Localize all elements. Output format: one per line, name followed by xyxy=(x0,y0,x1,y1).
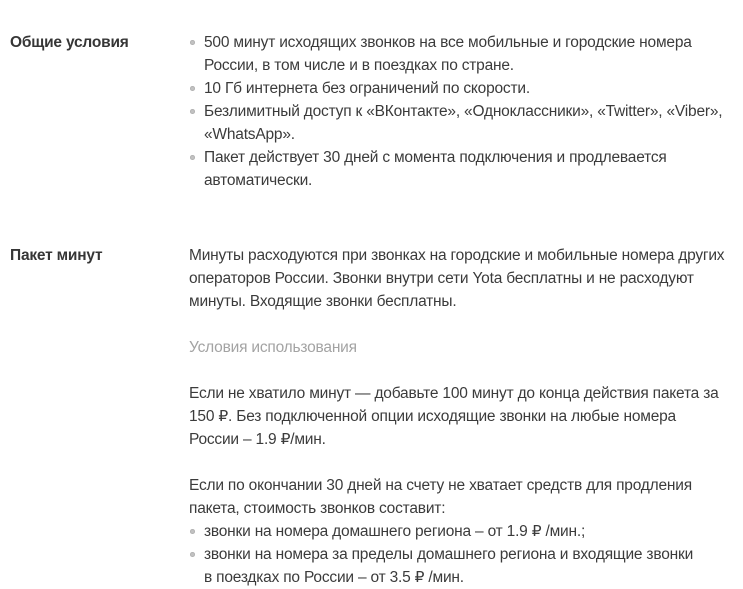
add-minutes-paragraph: Если не хватило минут — добавьте 100 минут до конца действия пакета за 150 ₽. Без подключенной опции исходящие звонки на любые номера России – 1.9 ₽/мин. xyxy=(189,385,719,448)
list-item xyxy=(189,100,731,146)
list-item-text: 500 минут исходящих звонков на все мобильные и городские номера России, в том числе и в поездках по стране. xyxy=(204,34,692,74)
bullet-dot-icon xyxy=(190,40,195,45)
section-minutes-package xyxy=(10,244,735,589)
list-item xyxy=(189,543,731,589)
section-general-conditions xyxy=(10,31,735,192)
bullet-dot-icon xyxy=(190,109,195,114)
list-item-text: звонки на номера за пределы домашнего региона и входящие звонки в поездках по России – от 3.5 ₽ /мин. xyxy=(204,546,694,586)
renewal-prices-list xyxy=(189,520,731,589)
minutes-package-content xyxy=(189,244,731,589)
general-conditions-list xyxy=(189,31,731,192)
list-item xyxy=(189,146,731,192)
section-title-minutes-package: Пакет минут xyxy=(10,247,103,264)
renewal-intro-paragraph: Если по окончании 30 дней на счету не хватает средств для продления пакета, стоимость звонков составит: xyxy=(189,477,692,517)
bullet-dot-icon xyxy=(190,529,195,534)
bullet-dot-icon xyxy=(190,552,195,557)
general-conditions-content xyxy=(189,31,731,192)
list-item-text: 10 Гб интернета без ограничений по скорости. xyxy=(204,80,530,97)
list-item xyxy=(189,31,731,77)
list-item xyxy=(189,77,731,100)
usage-terms-subheading: Условия использования xyxy=(189,339,357,356)
list-item-text: Безлимитный доступ к «ВКонтакте», «Одноклассники», «Twitter», «Viber», «WhatsApp». xyxy=(204,103,723,143)
list-item xyxy=(189,520,731,543)
minutes-usage-paragraph: Минуты расходуются при звонках на городские и мобильные номера других операторов России. Звонки внутри сети Yota бесплатны и не расходуют минуты. Входящие звонки бесплатны. xyxy=(189,247,725,310)
section-title-general-conditions: Общие условия xyxy=(10,34,129,51)
list-item-text: звонки на номера домашнего региона – от 1.9 ₽ /мин.; xyxy=(204,523,586,540)
bullet-dot-icon xyxy=(190,86,195,91)
list-item-text: Пакет действует 30 дней с момента подключения и продлевается автоматически. xyxy=(204,149,667,189)
bullet-dot-icon xyxy=(190,155,195,160)
